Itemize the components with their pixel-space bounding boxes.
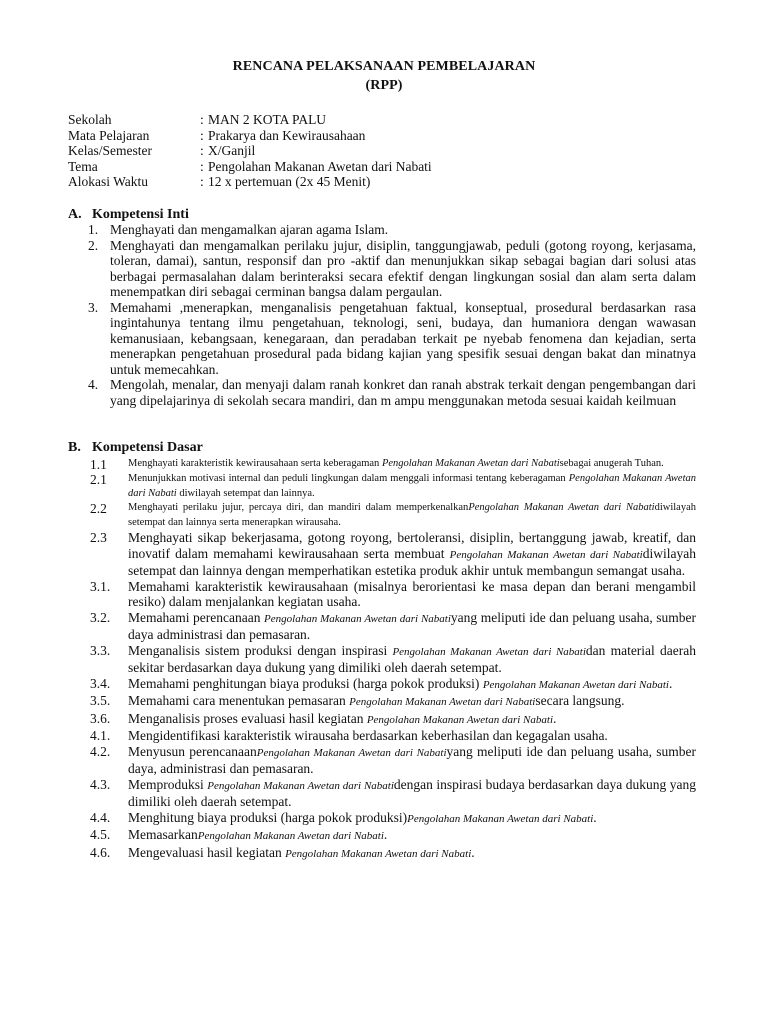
text-segment: Memahami cara menentukan pemasaran: [128, 693, 350, 708]
list-item: [90, 777, 696, 810]
list-item-number: 4.5.: [90, 827, 111, 842]
list-item-text: [128, 744, 696, 777]
list-item-text: [128, 610, 696, 643]
list-item-number: 4.: [88, 377, 99, 392]
italic-term: Pengolahan Makanan Awetan dari Nabati: [207, 779, 394, 792]
text-segment: Memahami karakteristik kewirausahaan (misalnya berorientasi ke masa depan dan berani mengambil resiko) dalam menjalankan kegiatan usaha.: [128, 578, 696, 609]
list-item-text: [128, 530, 696, 579]
text-segment: sebagai anugerah Tuhan.: [559, 458, 664, 469]
text-segment: diwilayah setempat dan lainnya.: [176, 487, 315, 499]
list-item-text: [128, 457, 696, 472]
list-item: [90, 744, 696, 777]
list-item-text: [128, 676, 696, 694]
info-row: [68, 128, 432, 144]
info-colon: :: [200, 127, 204, 143]
section-b-title: Kompetensi Dasar: [92, 440, 203, 455]
list-item-number: 1.: [88, 222, 99, 237]
list-item-number: 4.6.: [90, 844, 111, 860]
list-item: [90, 693, 696, 711]
list-item-number: 3.1.: [90, 578, 111, 594]
info-value: 12 x pertemuan (2x 45 Menit): [208, 174, 371, 189]
italic-term: Pengolahan Makanan Awetan dari Nabati: [264, 612, 451, 625]
info-colon: :: [200, 143, 204, 158]
list-item-number: 4.1.: [90, 728, 111, 743]
text-segment: yang meliputi ide dan peluang usaha, sumber daya administrasi dan pemasaran.: [128, 609, 696, 642]
list-item-text: [128, 810, 696, 828]
section-a-title: Kompetensi Inti: [92, 207, 189, 222]
list-item-number: 3.6.: [90, 710, 111, 726]
info-row: [68, 159, 432, 175]
italic-term: Pengolahan Makanan Awetan dari Nabati: [128, 473, 696, 499]
list-item-number: 4.3.: [90, 776, 111, 792]
info-row: [68, 143, 432, 159]
list-item-text: [128, 845, 696, 863]
text-segment: .: [593, 809, 597, 825]
list-item-text: Menghayati dan mengamalkan perilaku jujur, disiplin, tanggungjawab, peduli (gotong royong, kerjasama, toleran, damai), santun, responsif dan pro -aktif dan menunjukkan sikap sebagai bagian dari solusi atas berbagai permasalahan dalam berinteraksi secara efektif dengan lingkungan sosial dan alam serta dalam menempatkan diri sebagai cerminan bangsa dalam pergaulan.: [110, 237, 696, 299]
list-item-number: 3.4.: [90, 675, 111, 691]
list-item-text: [128, 579, 696, 610]
section-a-letter: A.: [68, 207, 82, 222]
list-item-text: [128, 501, 696, 530]
text-segment: Menghayati sikap bekerjasama, gotong royong, bertoleransi, disiplin, bertanggung jawab, kreatif, dan inovatif dalam memahami kewirausahaan serta membuat: [128, 530, 696, 561]
italic-term: Pengolahan Makanan Awetan dari Nabati: [256, 746, 447, 759]
list-item-number: 3.: [88, 299, 99, 315]
italic-term: Pengolahan Makanan Awetan dari Nabati: [449, 548, 643, 561]
text-segment: .: [383, 827, 388, 842]
list-item-text: [128, 777, 696, 810]
italic-term: Pengolahan Makanan Awetan dari Nabati: [407, 812, 594, 825]
text-segment: Menganalisis sistem produksi dengan inspirasi: [128, 642, 393, 658]
list-item-number: 2.3: [90, 530, 107, 545]
info-value: Prakarya dan Kewirausahaan: [208, 127, 366, 143]
section-b-heading: [68, 440, 203, 456]
list-item-text: [128, 643, 696, 676]
list-item: [90, 728, 696, 744]
italic-term: Pengolahan Makanan Awetan dari Nabati: [392, 645, 586, 658]
list-item: [90, 845, 696, 863]
info-value: X/Ganjil: [208, 143, 256, 158]
list-item: [90, 643, 696, 676]
info-label: Sekolah: [68, 112, 112, 127]
list-item: [90, 827, 696, 845]
text-segment: Memahami penghitungan biaya produksi (harga pokok produksi): [128, 675, 483, 691]
list-item: [90, 810, 696, 828]
italic-term: Pengolahan Makanan Awetan dari Nabati: [381, 458, 560, 469]
list-item-number: 3.3.: [90, 642, 111, 658]
list-item-number: 2.: [88, 237, 99, 253]
kompetensi-dasar-list: [90, 457, 696, 862]
list-item-number: 1.1: [90, 457, 107, 472]
text-segment: dengan inspirasi budaya berdasarkan daya dukung yang dimiliki oleh daerah setempat.: [128, 776, 697, 809]
list-item: [90, 711, 696, 729]
section-a-heading: [68, 207, 189, 223]
text-segment: yang meliputi ide dan peluang usaha, sumber daya, administrasi dan pemasaran.: [128, 743, 697, 776]
document-subtitle: (RPP): [365, 78, 403, 93]
list-item-number: 2.2: [90, 501, 107, 516]
text-segment: Memahami perencanaan: [128, 609, 265, 625]
italic-term: Pengolahan Makanan Awetan dari Nabati: [197, 830, 384, 842]
info-colon: :: [200, 158, 204, 174]
text-segment: Menghayati karakteristik kewirausahaan serta keberagaman: [128, 458, 382, 469]
text-segment: diwilayah setempat dan lainnya dengan memperhatikan estetika produk akhir untuk membangun semangat usaha.: [128, 545, 696, 578]
list-item-number: 2.1: [90, 472, 107, 487]
list-item-number: 4.4.: [90, 809, 111, 825]
text-segment: dan material daerah sekitar berdasarkan daya dukung yang dimiliki oleh daerah setempat.: [128, 642, 696, 675]
info-row: [68, 174, 432, 190]
section-b-letter: B.: [68, 440, 81, 455]
italic-term: Pengolahan Makanan Awetan dari Nabati: [468, 502, 655, 513]
list-item: [88, 222, 696, 238]
text-segment: .: [471, 844, 475, 860]
text-segment: .: [669, 675, 673, 691]
list-item: [90, 610, 696, 643]
list-item-text: [128, 728, 696, 744]
list-item-text: Menghayati dan mengamalkan ajaran agama Islam.: [110, 222, 389, 237]
text-segment: Menganalisis proses evaluasi hasil kegiatan: [128, 710, 367, 726]
italic-term: Pengolahan Makanan Awetan dari Nabati: [349, 696, 536, 708]
list-item-number: 4.2.: [90, 743, 111, 759]
info-label: Kelas/Semester: [68, 143, 152, 158]
italic-term: Pengolahan Makanan Awetan dari Nabati: [366, 713, 554, 726]
info-label: Alokasi Waktu: [68, 174, 149, 189]
info-label: Mata Pelajaran: [68, 127, 150, 143]
info-value: Pengolahan Makanan Awetan dari Nabati: [208, 158, 432, 174]
list-item: [90, 530, 696, 579]
info-row: [68, 112, 432, 128]
list-item-text: [128, 711, 696, 729]
list-item: [90, 676, 696, 694]
text-segment: Menghitung biaya produksi (harga pokok produksi): [128, 809, 408, 825]
text-segment: Memasarkan: [128, 827, 198, 842]
list-item: [88, 300, 696, 378]
text-segment: Menunjukkan motivasi internal dan peduli lingkungan dalam menggali informasi tentang keberagaman: [128, 473, 569, 484]
text-segment: Mengidentifikasi karakteristik wirausaha berdasarkan keberhasilan dan kegagalan usaha.: [128, 728, 608, 743]
text-segment: .: [553, 710, 557, 726]
list-item: [90, 501, 696, 530]
list-item: [90, 579, 696, 610]
italic-term: Pengolahan Makanan Awetan dari Nabati: [285, 847, 472, 860]
list-item-text: Mengolah, menalar, dan menyaji dalam ranah konkret dan ranah abstrak terkait dengan pengembangan dari yang dipelajarinya di sekolah secara mandiri, dan m ampu menggunakan metoda sesuai kaidah keilmuan: [110, 377, 696, 408]
list-item-number: 3.5.: [90, 693, 111, 708]
italic-term: Pengolahan Makanan Awetan dari Nabati: [482, 678, 669, 691]
text-segment: Menghayati perilaku jujur, percaya diri, dan mandiri dalam memperkenalkan: [128, 502, 469, 513]
list-item-text: Memahami ,menerapkan, menganalisis pengetahuan faktual, konseptual, prosedural berdasarkan rasa ingintahunya tentang ilmu pengetahuan, teknologi, seni, budaya, dan humaniora dengan wawasan kemanusiaan, kebangsaan, kenegaraan, dan peradaban terkait pe nyebab fenomena dan kejadian, serta menerapkan pengetahuan prosedural pada bidang kajian yang spesifik sesuai dengan bakat dan minatnya untuk memecahkan.: [110, 299, 696, 377]
text-segment: Mengevaluasi hasil kegiatan: [128, 844, 286, 860]
list-item: [88, 238, 696, 300]
list-item-number: 3.2.: [90, 609, 111, 625]
info-colon: :: [200, 112, 204, 127]
list-item: [90, 457, 696, 472]
list-item: [90, 472, 696, 501]
info-value: MAN 2 KOTA PALU: [208, 112, 327, 127]
list-item-text: [128, 827, 696, 845]
info-label: Tema: [68, 158, 98, 174]
document-title: RENCANA PELAKSANAAN PEMBELAJARAN: [232, 59, 536, 74]
text-segment: diwilayah setempat dan lainnya serta menerapkan wirausaha.: [128, 502, 696, 528]
identity-table: [68, 112, 432, 190]
text-segment: Menyusun perencanaan: [128, 743, 257, 759]
list-item-text: [128, 472, 696, 501]
list-item-text: [128, 693, 696, 711]
list-item: [88, 377, 696, 408]
info-colon: :: [200, 174, 204, 189]
kompetensi-inti-list: [88, 222, 696, 408]
text-segment: secara langsung.: [535, 693, 625, 708]
text-segment: Memproduksi: [128, 776, 208, 792]
